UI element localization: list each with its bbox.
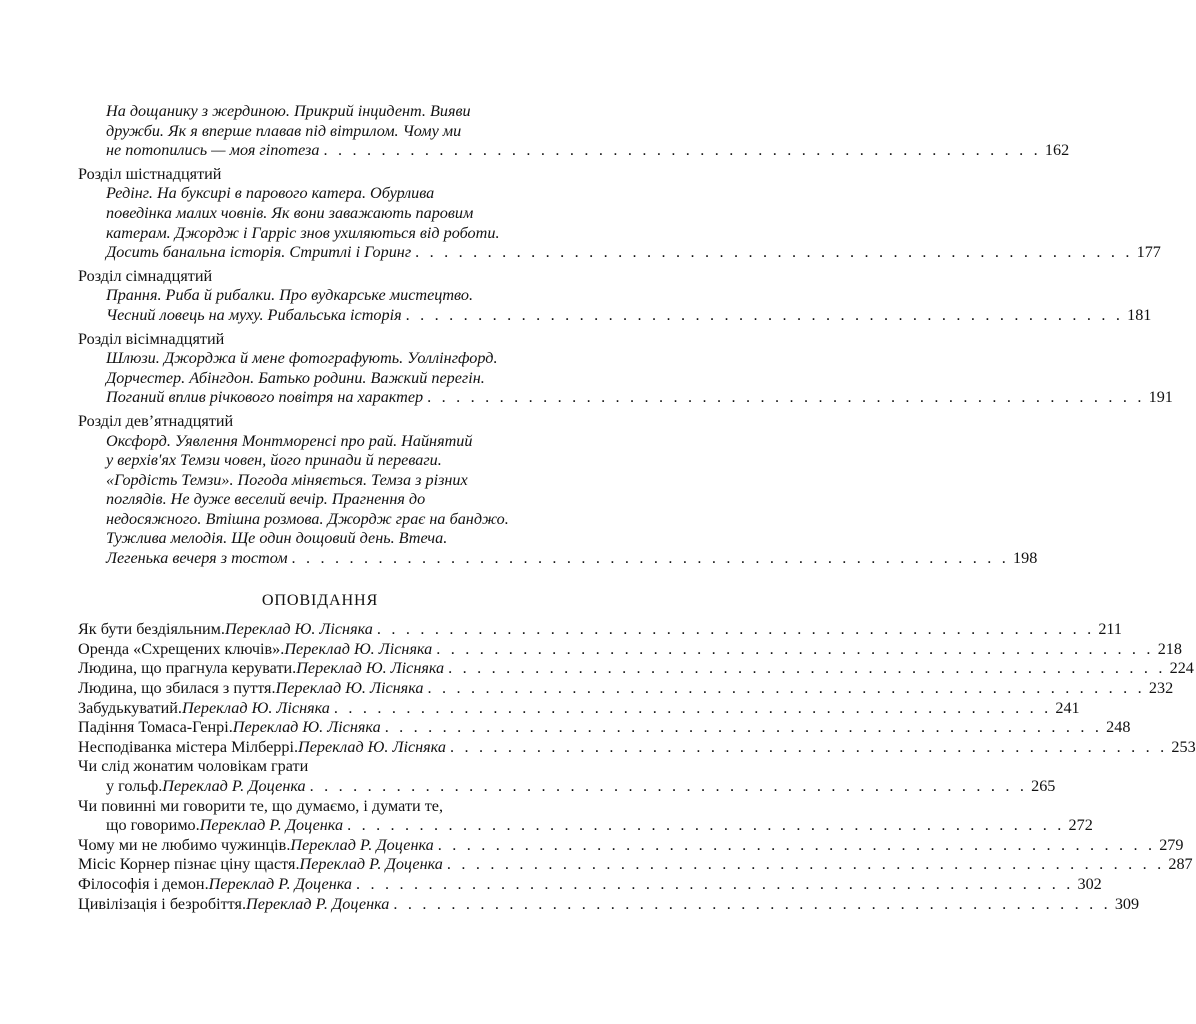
chapter-entry bbox=[78, 266, 1152, 326]
story-translator: Переклад Ю. Лісняка bbox=[284, 639, 433, 658]
story-entry bbox=[78, 894, 1140, 915]
story-entry bbox=[78, 698, 1080, 719]
chapter-entry bbox=[78, 164, 1161, 263]
story-title: Філософія і демон. bbox=[78, 874, 209, 893]
leader-dots: . . . . . . . . . . . . . . . . . . . . . . . . . . . . . . . . . . . . . . . . . . . . . . . . . . bbox=[347, 816, 1065, 835]
chapter-summary-line: Редінг. На буксирі в парового катера. Обурлива bbox=[106, 184, 435, 203]
chapter-summary-text: Поганий вплив річкового повітря на характер bbox=[106, 388, 424, 407]
story-row bbox=[78, 659, 1194, 679]
story-title: Людина, що збилася з пуття. bbox=[78, 679, 276, 698]
chapter-heading: Розділ вісімнадцятий bbox=[78, 329, 225, 348]
story-translator: Переклад Р. Доценка bbox=[290, 835, 434, 854]
leader-dots: . . . . . . . . . . . . . . . . . . . . . . . . . . . . . . . . . . . . . . . . . . . . . . . . . . bbox=[309, 777, 1028, 795]
leader-dots: . . . . . . . . . . . . . . . . . . . . . . . . . . . . . . . . . . . . . . . . . . . . . . . . . . bbox=[436, 639, 1154, 658]
chapter-summary-line: дружби. Як я вперше плавав під вітрилом. Чому ми bbox=[106, 121, 462, 140]
story-title-line: Чи слід жонатим чоловікам грати bbox=[78, 757, 309, 776]
leader-dots: . . . . . . . . . . . . . . . . . . . . . . . . . . . . . . . . . . . . . . . . . . . . . . . . . . bbox=[427, 388, 1145, 407]
chapter-entry bbox=[78, 102, 1070, 161]
chapter-summary-line: На дощанику з жердиною. Прикрий інцидент. Вияви bbox=[106, 102, 471, 120]
chapter-summary-line: Прання. Риба й рибалки. Про вудкарське мистецтво. bbox=[106, 286, 474, 305]
story-entry bbox=[78, 718, 1131, 738]
section-title: ОПОВІДАННЯ bbox=[261, 590, 379, 609]
story-title: Забудькуватий. bbox=[78, 698, 182, 717]
story-translator: Переклад Р. Доценка bbox=[208, 874, 353, 893]
story-entry bbox=[78, 796, 1093, 836]
page-number: 287 bbox=[1168, 855, 1193, 874]
story-translator: Переклад Р. Доценка bbox=[299, 855, 443, 874]
chapter-summary-line: Оксфорд. Уявлення Монтморенсі про рай. Найнятий bbox=[106, 431, 473, 450]
chapter-summary-last-line bbox=[78, 243, 1161, 263]
story-title: Несподіванка містера Мілберрі. bbox=[78, 737, 299, 756]
chapter-heading: Розділ сімнадцятий bbox=[78, 266, 213, 285]
page-number: 211 bbox=[1098, 620, 1123, 639]
story-title: Як бути бездіяльним. bbox=[78, 620, 225, 639]
page-number: 191 bbox=[1148, 388, 1173, 407]
chapter-summary-last-line bbox=[78, 305, 1152, 326]
story-translator: Переклад Р. Доценка bbox=[162, 777, 306, 795]
leader-dots: . . . . . . . . . . . . . . . . . . . . . . . . . . . . . . . . . . . . . . . . . . . . . . . . . . bbox=[415, 243, 1133, 262]
page-number: 309 bbox=[1114, 894, 1140, 913]
leader-dots: . . . . . . . . . . . . . . . . . . . . . . . . . . . . . . . . . . . . . . . . . . . . . . . . . . bbox=[356, 874, 1074, 893]
story-row bbox=[78, 698, 1080, 719]
leader-dots: . . . . . . . . . . . . . . . . . . . . . . . . . . . . . . . . . . . . . . . . . . . . . . . . . . bbox=[448, 659, 1166, 678]
leader-dots: . . . . . . . . . . . . . . . . . . . . . . . . . . . . . . . . . . . . . . . . . . . . . . . . . . bbox=[384, 718, 1103, 737]
chapter-summary-line: Тужлива мелодія. Ще один дощовий день. Втеча. bbox=[106, 529, 448, 548]
page-number: 232 bbox=[1148, 679, 1174, 698]
story-entry bbox=[78, 639, 1182, 660]
story-title: Людина, що прагнула керувати. bbox=[78, 659, 297, 678]
page-number: 265 bbox=[1031, 777, 1056, 795]
page-number: 162 bbox=[1044, 141, 1070, 160]
story-row bbox=[78, 679, 1174, 699]
story-title: Падіння Томаса-Генрі. bbox=[78, 718, 233, 737]
chapter-entry bbox=[78, 411, 1038, 569]
page-number: 253 bbox=[1171, 737, 1196, 756]
page-number: 279 bbox=[1159, 835, 1184, 854]
story-row bbox=[78, 835, 1184, 856]
story-translator: Переклад Ю. Лісняка bbox=[181, 698, 330, 717]
chapter-summary-line: поведінка малих човнів. Як вони заважають паровим bbox=[106, 203, 474, 222]
leader-dots: . . . . . . . . . . . . . . . . . . . . . . . . . . . . . . . . . . . . . . . . . . . . . . . . . . bbox=[376, 620, 1095, 639]
leader-dots: . . . . . . . . . . . . . . . . . . . . . . . . . . . . . . . . . . . . . . . . . . . . . . . . . . bbox=[333, 698, 1052, 717]
story-row bbox=[78, 874, 1102, 895]
page-number: 198 bbox=[1013, 549, 1038, 568]
story-row bbox=[78, 894, 1140, 915]
page-number: 241 bbox=[1055, 698, 1080, 717]
leader-dots: . . . . . . . . . . . . . . . . . . . . . . . . . . . . . . . . . . . . . . . . . . . . . . . . . . bbox=[437, 835, 1156, 854]
chapter-summary-line: Шлюзи. Джорджа й мене фотографують. Уоллінгфорд. bbox=[106, 349, 498, 368]
table-of-contents bbox=[78, 102, 1196, 914]
story-title: Цивілізація і безробіття. bbox=[78, 894, 246, 913]
story-row bbox=[78, 718, 1131, 738]
story-row bbox=[78, 816, 1093, 836]
story-entry bbox=[78, 737, 1196, 758]
leader-dots: . . . . . . . . . . . . . . . . . . . . . . . . . . . . . . . . . . . . . . . . . . . . . . . . . . bbox=[393, 894, 1111, 913]
story-title-line: Чи повинні ми говорити те, що думаємо, і думати те, bbox=[78, 796, 444, 815]
story-translator: Переклад Ю. Лісняка bbox=[275, 679, 424, 698]
story-row bbox=[78, 777, 1056, 797]
story-title: у гольф. bbox=[106, 777, 163, 795]
story-translator: Переклад Ю. Лісняка bbox=[232, 718, 381, 737]
leader-dots: . . . . . . . . . . . . . . . . . . . . . . . . . . . . . . . . . . . . . . . . . . . . . . . . . . bbox=[446, 855, 1165, 874]
chapter-summary-line: катерам. Джордж і Гарріс знов ухиляються від роботи. bbox=[106, 223, 500, 242]
chapter-heading: Розділ шістнадцятий bbox=[78, 164, 222, 183]
chapter-heading: Розділ дев’ятнадцятий bbox=[78, 411, 234, 430]
chapter-summary-line: недосяжного. Втішна розмова. Джордж грає на банджо. bbox=[106, 509, 509, 528]
story-title: що говоримо. bbox=[106, 816, 200, 835]
story-entry bbox=[78, 659, 1194, 679]
chapter-summary-text: Досить банальна історія. Стритлі і Горинг bbox=[106, 243, 412, 262]
story-entry bbox=[78, 874, 1102, 895]
chapter-summary-line: «Гордість Темзи». Погода міняється. Темза з різних bbox=[106, 470, 468, 489]
story-row bbox=[78, 639, 1182, 660]
page-number: 224 bbox=[1169, 659, 1194, 678]
story-entry bbox=[78, 757, 1056, 796]
story-translator: Переклад Р. Доценка bbox=[199, 816, 344, 835]
leader-dots: . . . . . . . . . . . . . . . . . . . . . . . . . . . . . . . . . . . . . . . . . . . . . . . . . . bbox=[323, 141, 1041, 160]
story-row bbox=[78, 620, 1123, 640]
story-entry bbox=[78, 620, 1123, 640]
chapter-entry bbox=[78, 329, 1173, 408]
page-number: 248 bbox=[1106, 718, 1131, 737]
chapter-summary-last-line bbox=[78, 549, 1038, 569]
page-number: 177 bbox=[1136, 243, 1161, 262]
chapter-summary-text: Легенька вечеря з тостом bbox=[106, 549, 288, 568]
chapter-summary-text: не потопились — моя гіпотеза bbox=[106, 141, 320, 160]
story-row bbox=[78, 737, 1196, 758]
page-number: 302 bbox=[1077, 874, 1102, 893]
chapters-list bbox=[78, 102, 1173, 569]
leader-dots: . . . . . . . . . . . . . . . . . . . . . . . . . . . . . . . . . . . . . . . . . . . . . . . . . . bbox=[449, 737, 1168, 756]
stories-list bbox=[78, 620, 1196, 914]
leader-dots: . . . . . . . . . . . . . . . . . . . . . . . . . . . . . . . . . . . . . . . . . . . . . . . . . . bbox=[291, 549, 1009, 568]
chapter-summary-last-line bbox=[78, 141, 1070, 161]
story-title: Оренда «Схрещених ключів». bbox=[78, 639, 285, 658]
story-translator: Переклад Ю. Лісняка bbox=[296, 659, 445, 678]
chapter-summary-line: Дорчестер. Абінгдон. Батько родини. Важкий перегін. bbox=[106, 368, 485, 387]
story-entry bbox=[78, 855, 1193, 875]
page-number: 218 bbox=[1157, 639, 1182, 658]
story-row bbox=[78, 855, 1193, 875]
story-entry bbox=[78, 835, 1184, 856]
chapter-summary-line: поглядів. Не дуже веселий вечір. Прагнення до bbox=[106, 490, 426, 509]
page-number: 181 bbox=[1127, 305, 1152, 324]
story-translator: Переклад Р. Доценка bbox=[246, 894, 390, 913]
story-translator: Переклад Ю. Лісняка bbox=[224, 620, 373, 639]
story-title: Місіс Корнер пізнає ціну щастя. bbox=[78, 855, 300, 874]
chapter-summary-last-line bbox=[78, 388, 1173, 408]
chapter-summary-text: Чесний ловець на муху. Рибальська історія bbox=[106, 305, 402, 324]
page-number: 272 bbox=[1068, 816, 1093, 835]
story-translator: Переклад Ю. Лісняка bbox=[298, 737, 446, 756]
chapter-summary-line: у верхів'ях Темзи човен, його принади й переваги. bbox=[106, 451, 442, 470]
story-entry bbox=[78, 679, 1174, 699]
leader-dots: . . . . . . . . . . . . . . . . . . . . . . . . . . . . . . . . . . . . . . . . . . . . . . . . . . bbox=[427, 679, 1145, 698]
story-title: Чому ми не любимо чужинців. bbox=[78, 835, 291, 854]
leader-dots: . . . . . . . . . . . . . . . . . . . . . . . . . . . . . . . . . . . . . . . . . . . . . . . . . . bbox=[405, 305, 1124, 324]
